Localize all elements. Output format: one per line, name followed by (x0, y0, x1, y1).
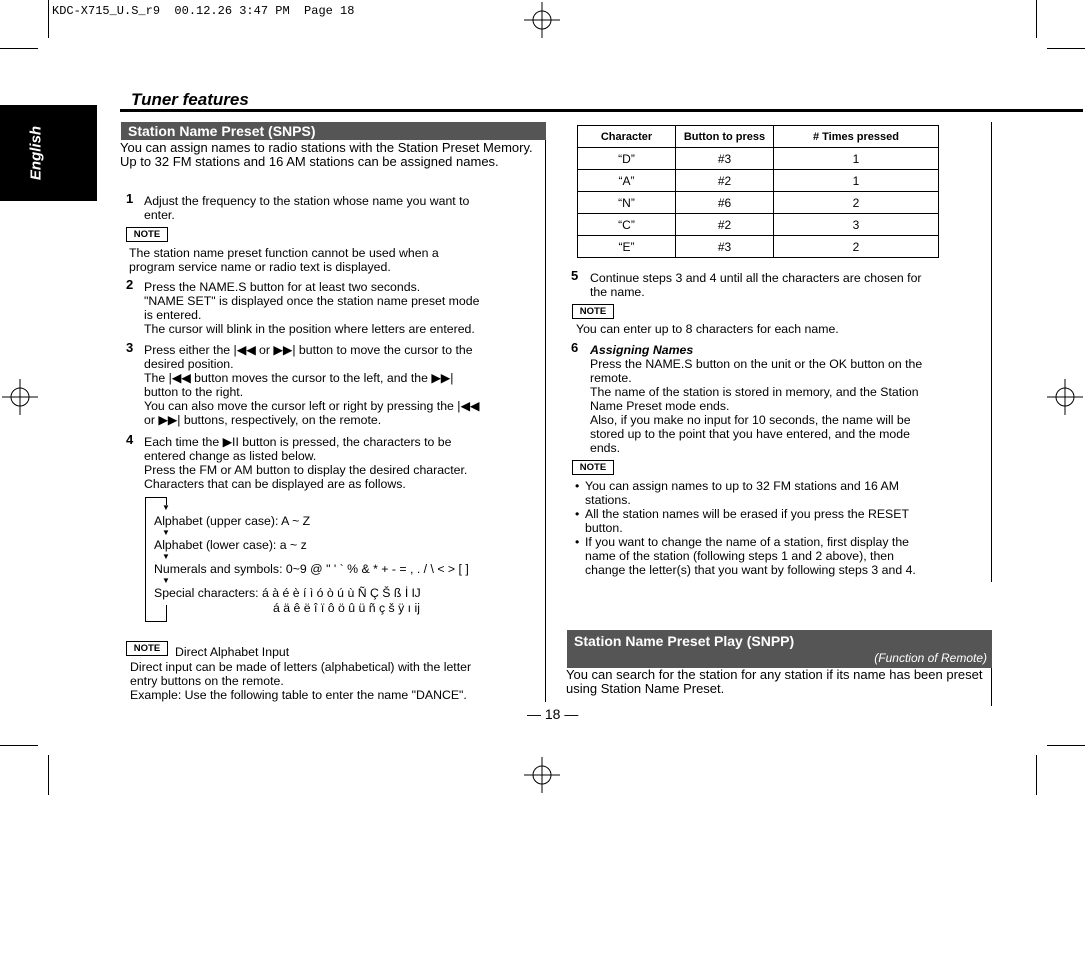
step-text: Press the NAME.S button on the unit or the OK button on the remote. The name of the station is stored in memory, and the Station Name Preset mode ends. Also, if you make no input for 10 seconds, the name will be stored up to the point that you have entered, and the mode ends. (590, 357, 923, 455)
bullet-text: You can assign names to up to 32 FM stations and 16 AM stations. (585, 479, 899, 507)
section-heading-snpp: Station Name Preset Play (SNPP) (Function of Remote) (567, 630, 992, 668)
step-number: 3 (126, 340, 134, 355)
crop-mark (1036, 755, 1037, 795)
bullet-item: • (575, 479, 580, 493)
crop-mark (1047, 48, 1085, 49)
snps-intro: You can assign names to radio stations with the Station Preset Memory. Up to 32 FM stations and 16 AM stations can be assigned names. (120, 140, 533, 169)
arrow-down-icon: ▼ (162, 503, 170, 512)
table-header: Character (578, 126, 676, 148)
page-number: — 18 — (527, 706, 579, 722)
registration-mark-icon (524, 757, 560, 793)
section-subtitle: (Function of Remote) (874, 651, 987, 665)
note-text: The station name preset function cannot be used when a program service name or radio text is displayed. (129, 246, 439, 274)
bullet-text: If you want to change the name of a station, first display the name of the station (following steps 1 and 2 above), then change the letter(s) that you want by following steps 3 and 4. (585, 535, 916, 577)
character-table (577, 125, 939, 258)
step-text: Press the NAME.S button for at least two seconds. "NAME SET" is displayed once the station name preset mode is entered. The cursor will blink in the position where letters are entered. (144, 280, 480, 336)
language-label: English (27, 125, 45, 181)
step-title: Assigning Names (590, 343, 694, 357)
step-number: 2 (126, 277, 134, 292)
registration-mark-icon (1047, 379, 1083, 415)
print-slug: KDC-X715_U.S_r9 00.12.26 3:47 PM Page 18 (52, 4, 355, 18)
char-set-special: Special characters: á à é è í ì ó ò ú ù Ñ Ç Š ß İ Ĳ (154, 586, 421, 600)
note-label: NOTE (572, 304, 614, 319)
column-divider (991, 122, 992, 582)
table-row: “A” #2 1 (578, 170, 939, 192)
cycle-loop-line (145, 497, 167, 498)
table-row: “E” #3 2 (578, 236, 939, 258)
bullet-text: All the station names will be erased if you press the RESET button. (585, 507, 909, 535)
bullet-item: • (575, 535, 580, 549)
note-text: You can enter up to 8 characters for each name. (576, 322, 839, 336)
note-label: NOTE (572, 460, 614, 475)
title-rule (120, 109, 1083, 112)
table-row: “D” #3 1 (578, 148, 939, 170)
column-divider (545, 122, 546, 702)
char-set-symbols: Numerals and symbols: 0~9 @ " ' ` % & * + - = , . / \ < > [ ] (154, 562, 469, 576)
arrow-down-icon: ▼ (162, 552, 170, 561)
step-text: Each time the ▶II button is pressed, the characters to be entered change as listed below. Press the FM or AM button to display the desired character. Characters that can be displayed are as follows. (144, 435, 468, 491)
char-set-upper: Alphabet (upper case): A ~ Z (154, 514, 311, 528)
crop-mark (0, 745, 38, 746)
note-title: Direct Alphabet Input (175, 645, 290, 659)
step-number: 1 (126, 191, 134, 206)
cycle-loop-line (145, 621, 167, 622)
crop-mark (1047, 745, 1085, 746)
note-label: NOTE (126, 227, 168, 242)
cycle-loop-line (145, 497, 146, 622)
snpp-text: You can search for the station for any station if its name has been preset using Station Name Preset. (566, 667, 983, 696)
registration-mark-icon (2, 379, 38, 415)
step-text: Press either the |◀◀ or ▶▶| button to move the cursor to the desired position. The |◀◀ button moves the cursor to the left, and the ▶▶| button to the right. You can also move the cursor left or right by pressing the |◀◀ or ▶▶| buttons, respectively, on the remote. (144, 343, 480, 427)
step-number: 5 (571, 268, 579, 283)
char-set-special-lower: á ä ê ë î ï ô ö û ü ñ ç š ÿ ı ĳ (273, 601, 420, 615)
cycle-loop-line (166, 605, 167, 622)
arrow-down-icon: ▼ (162, 576, 170, 585)
arrow-down-icon: ▼ (162, 528, 170, 537)
crop-mark (48, 0, 49, 38)
step-text: Adjust the frequency to the station whose name you want to enter. (144, 194, 470, 222)
char-set-lower: Alphabet (lower case): a ~ z (154, 538, 307, 552)
step-text: Continue steps 3 and 4 until all the characters are chosen for the name. (590, 271, 922, 299)
table-row: “C” #2 3 (578, 214, 939, 236)
registration-mark-icon (524, 2, 560, 38)
crop-mark (0, 48, 38, 49)
bullet-item: • (575, 507, 580, 521)
step-number: 6 (571, 340, 579, 355)
crop-mark (48, 755, 49, 795)
note-text: Direct input can be made of letters (alphabetical) with the letter entry buttons on the remote. Example: Use the following table to enter the name "DANCE". (130, 660, 472, 702)
crop-mark (1036, 0, 1037, 38)
table-header: Button to press (676, 126, 774, 148)
section-heading-snps: Station Name Preset (SNPS) (121, 122, 546, 140)
language-tab (0, 105, 97, 201)
note-label: NOTE (126, 641, 168, 656)
table-row: “N” #6 2 (578, 192, 939, 214)
step-number: 4 (126, 432, 134, 447)
page-title: Tuner features (131, 90, 249, 109)
table-header: # Times pressed (774, 126, 939, 148)
column-divider (991, 668, 992, 706)
